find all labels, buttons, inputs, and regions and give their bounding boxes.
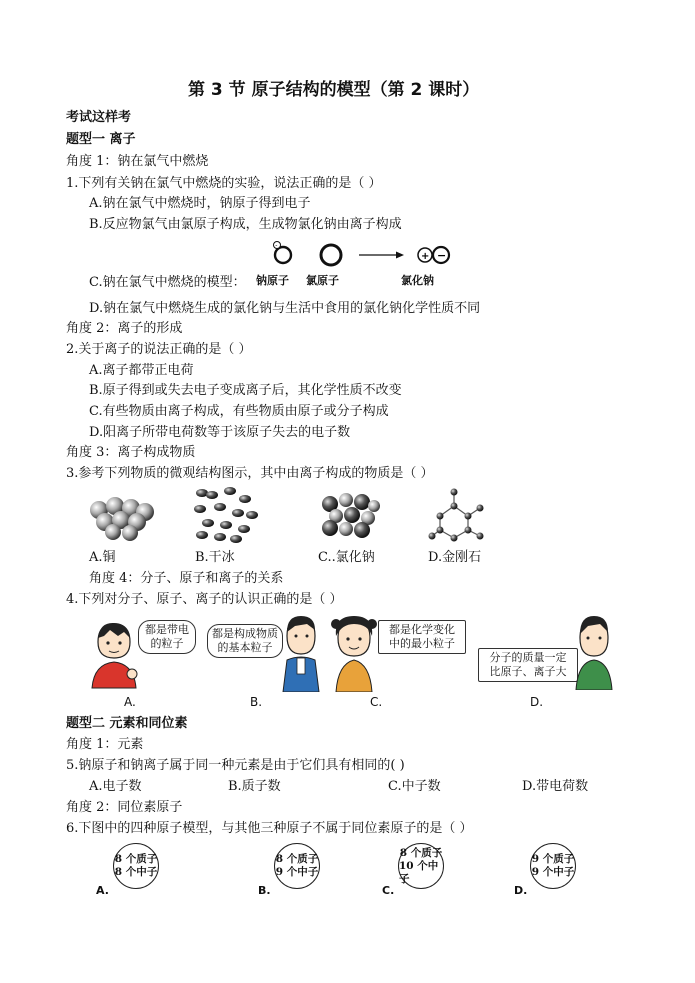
question-3-option-b[interactable]: B.干冰 xyxy=(195,550,235,565)
type-heading-1: 题型一 离子 xyxy=(66,132,136,147)
atom-model-a xyxy=(113,843,159,889)
question-6-stem: 6.下图中的四种原子模型，与其他三种原子不属于同位素原子的是（ ） xyxy=(66,821,473,836)
label-chlorine-atom: 氯原子 xyxy=(306,274,339,287)
bubble-b-line2: 的基本粒子 xyxy=(217,641,273,654)
atom-c-protons: 8 个质子 xyxy=(399,846,443,859)
atom-c-neutrons: 10 个中子 xyxy=(399,859,439,885)
question-2-option-a[interactable]: A.离子都带正电荷 xyxy=(89,363,194,378)
bubble-b-line1: 都是构成物质 xyxy=(212,627,278,640)
question-1-option-a[interactable]: A.钠在氯气中燃烧时，钠原子得到电子 xyxy=(89,196,311,211)
minus-sign: − xyxy=(437,249,447,262)
page-title: 第 3 节 原子结构的模型（第 2 课时） xyxy=(188,80,480,100)
angle-heading-4: 角度 4：分子、原子和离子的关系 xyxy=(89,571,284,586)
bubble-d xyxy=(478,648,578,682)
plus-sign: + xyxy=(421,251,430,262)
sodium-atom-shape xyxy=(275,247,291,263)
bubble-a-line1: 都是带电 xyxy=(145,623,189,636)
question-5-option-b[interactable]: B.质子数 xyxy=(228,779,281,794)
question-4-option-a[interactable]: A. xyxy=(124,695,136,709)
angle-heading-3: 角度 3：离子构成物质 xyxy=(66,445,196,460)
atom-d-protons: 9 个质子 xyxy=(531,853,575,865)
atom-model-d xyxy=(530,843,576,889)
question-6-option-a[interactable]: A. xyxy=(96,884,109,897)
bubble-a xyxy=(138,620,196,654)
question-2-option-c[interactable]: C.有些物质由离子构成，有些物质由原子或分子构成 xyxy=(89,404,389,419)
arrow-head xyxy=(396,252,404,259)
bubble-d-line2: 比原子、离子大 xyxy=(489,665,567,678)
question-3-option-d[interactable]: D.金刚石 xyxy=(428,550,482,565)
dry-ice-structure-image xyxy=(190,485,265,545)
chlorine-atom-shape xyxy=(321,245,341,265)
atom-d-neutrons: 9 个中子 xyxy=(531,866,575,878)
atom-a-neutrons: 8 个中子 xyxy=(114,866,158,878)
sodium-chloride-model-diagram xyxy=(255,238,455,268)
angle-heading-6: 角度 2：同位素原子 xyxy=(66,800,183,815)
question-3-option-a[interactable]: A.铜 xyxy=(89,550,116,565)
question-4-option-c[interactable]: C. xyxy=(370,695,383,709)
question-6-option-c[interactable]: C. xyxy=(382,884,395,897)
atom-model-c xyxy=(398,843,444,889)
question-2-stem: 2.关于离子的说法正确的是（ ） xyxy=(66,342,252,357)
bubble-c-line1: 都是化学变化 xyxy=(389,623,455,636)
diamond-structure-image xyxy=(428,486,488,546)
student-d-figure xyxy=(572,614,617,690)
atom-b-neutrons: 9 个中子 xyxy=(275,866,319,878)
section-heading: 考试这样考 xyxy=(66,110,132,125)
student-c-figure xyxy=(328,612,378,692)
question-1-option-c[interactable]: C.钠在氯气中燃烧的模型： xyxy=(89,275,246,290)
question-3-option-c[interactable]: C..氯化钠 xyxy=(318,550,375,565)
bubble-c-line2: 中的最小粒子 xyxy=(389,637,455,650)
angle-heading-1: 角度 1：钠在氯气中燃烧 xyxy=(66,154,209,169)
sodium-chloride-structure-image xyxy=(318,488,383,543)
question-3-stem: 3.参考下列物质的微观结构图示，其中由离子构成的物质是（ ） xyxy=(66,466,434,481)
question-4-option-d[interactable]: D. xyxy=(530,695,544,709)
question-5-option-a[interactable]: A.电子数 xyxy=(89,779,142,794)
label-sodium-atom: 钠原子 xyxy=(256,274,289,287)
student-a-figure xyxy=(88,620,138,690)
atom-b-protons: 8 个质子 xyxy=(275,853,319,865)
bubble-d-line1: 分子的质量一定 xyxy=(489,651,567,664)
question-4-stem: 4.下列对分子、原子、离子的认识正确的是（ ） xyxy=(66,592,343,607)
label-sodium-chloride: 氯化钠 xyxy=(401,274,434,287)
atom-a-protons: 8 个质子 xyxy=(114,853,158,865)
type-heading-2: 题型二 元素和同位素 xyxy=(66,716,188,731)
question-5-option-d[interactable]: D.带电荷数 xyxy=(522,779,589,794)
atom-model-b xyxy=(274,843,320,889)
question-1-option-b[interactable]: B.反应物氯气由氯原子构成，生成物氯化钠由离子构成 xyxy=(89,217,402,232)
question-6-option-d[interactable]: D. xyxy=(514,884,528,897)
question-1-stem: 1.下列有关钠在氯气中燃烧的实验，说法正确的是（ ） xyxy=(66,176,382,191)
bubble-c xyxy=(378,620,466,654)
question-2-option-d[interactable]: D.阳离子所带电荷数等于该原子失去的电子数 xyxy=(89,425,351,440)
electron-sign: - xyxy=(275,242,278,250)
question-5-option-c[interactable]: C.中子数 xyxy=(388,779,441,794)
question-1-option-d[interactable]: D.钠在氯气中燃烧生成的氯化钠与生活中食用的氯化钠化学性质不同 xyxy=(89,301,481,316)
question-6-option-b[interactable]: B. xyxy=(258,884,271,897)
question-4-option-b[interactable]: B. xyxy=(250,695,263,709)
bubble-b xyxy=(207,624,283,658)
bubble-a-line2: 的粒子 xyxy=(150,637,184,650)
question-2-option-b[interactable]: B.原子得到或失去电子变成离子后，其化学性质不改变 xyxy=(89,383,402,398)
angle-heading-5: 角度 1：元素 xyxy=(66,737,144,752)
question-5-stem: 5.钠原子和钠离子属于同一种元素是由于它们具有相同的( ) xyxy=(66,758,405,773)
teacher-b-figure xyxy=(277,612,322,692)
angle-heading-2: 角度 2：离子的形成 xyxy=(66,321,183,336)
copper-structure-image xyxy=(85,488,160,543)
